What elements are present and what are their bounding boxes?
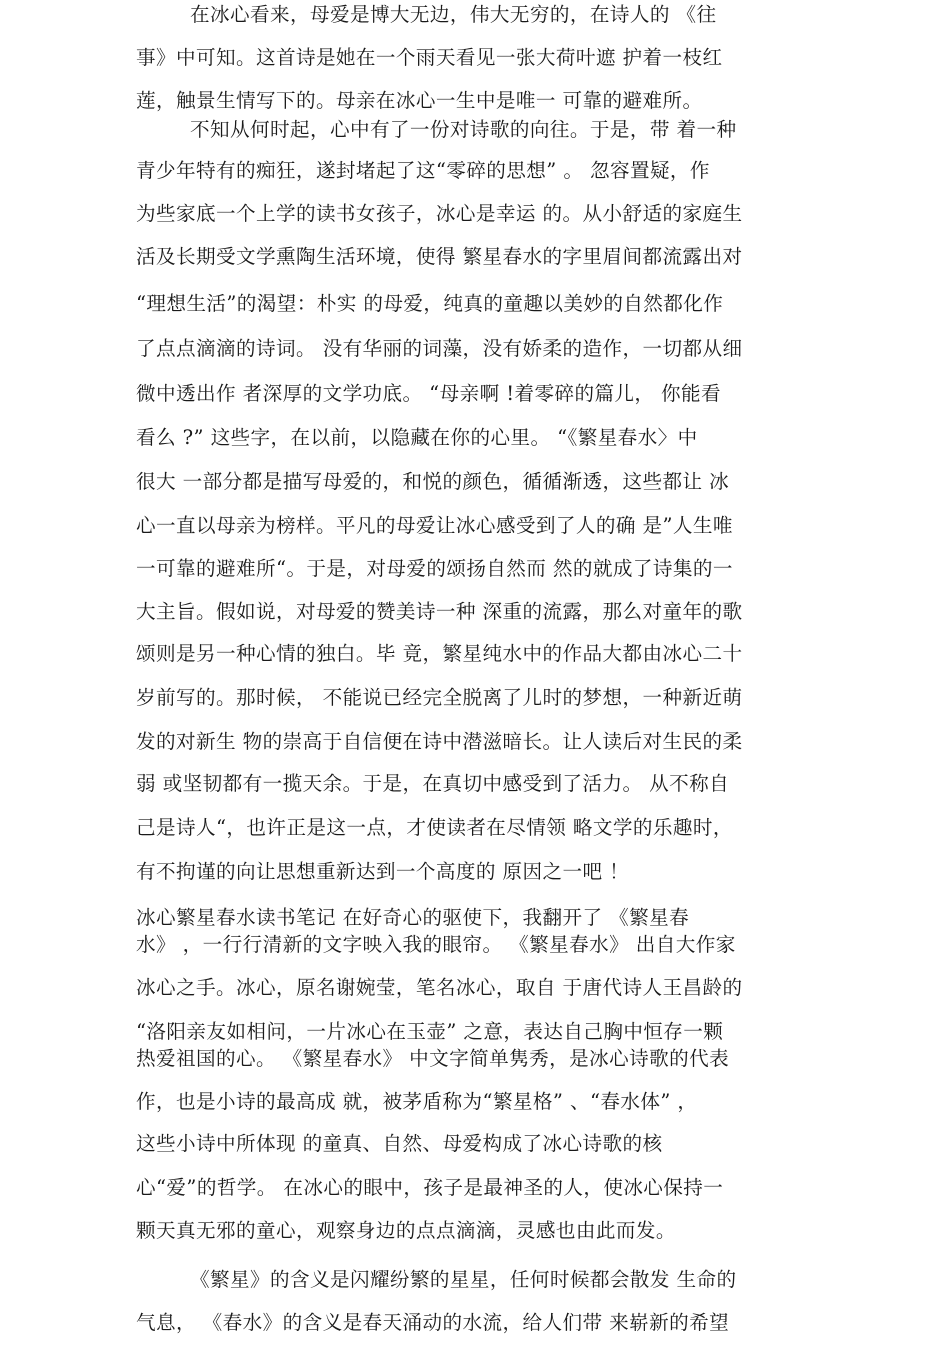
text-line: “洛阳亲友如相问，一片冰心在玉壶” 之意，表达自己胸中恒存一颗 [136, 1020, 724, 1043]
text-line: 心“爱”的哲学。 在冰心的眼中，孩子是最神圣的人，使冰心保持一 [136, 1176, 724, 1199]
text-line: 气息， 《春水》的含义是春天涌动的水流，给人们带 来崭新的希望 [136, 1311, 730, 1334]
text-line: 岁前写的。那时候， 不能说已经完全脱离了儿时的梦想，一种新近萌 [136, 686, 743, 709]
text-line: 心一直以母亲为榜样。平凡的母爱让冰心感受到了人的确 是”人生唯 [136, 514, 733, 537]
text-line: 事》中可知。这首诗是她在一个雨天看见一张大荷叶遮 护着一枝红 [136, 46, 723, 69]
text-line: 发的对新生 物的崇高于自信便在诗中潜滋暗长。让人读后对生民的柔 [136, 730, 743, 753]
text-line: 作，也是小诗的最高成 就，被茅盾称为“繁星格” 、“春水体” ， [136, 1090, 698, 1113]
text-line: 《繁星》的含义是闪耀纷繁的星星，任何时候都会散发 生命的 [190, 1268, 737, 1291]
text-line: 己是诗人“，也许正是这一点，才使读者在尽情领 略文学的乐趣时， [136, 816, 733, 839]
text-line: 颂则是另一种心情的独白。毕 竟，繁星纯水中的作品大都由冰心二十 [136, 642, 743, 665]
text-line: 在冰心看来，母爱是博大无边，伟大无穷的，在诗人的 《往 [190, 3, 717, 26]
text-line: 很大 一部分都是描写母爱的，和悦的颜色，循循渐透，这些都让 冰 [136, 470, 730, 493]
text-line: “理想生活”的渴望：朴实 的母爱，纯真的童趣以美妙的自然都化作 [136, 292, 724, 315]
text-line: 这些小诗中所体现 的童真、自然、母爱构成了冰心诗歌的核 [136, 1132, 663, 1155]
text-line: 不知从何时起，心中有了一份对诗歌的向往。于是，带 着一种 [190, 118, 737, 141]
text-line: 活及长期受文学熏陶生活环境，使得 繁星春水的字里眉间都流露出对 [136, 245, 743, 268]
text-line: 大主旨。假如说，对母爱的赞美诗一种 深重的流露，那么对童年的歌 [136, 600, 743, 623]
text-line: 看么 ?” 这些字，在以前，以隐藏在你的心里。 “《繁星春水〉中 [136, 426, 698, 449]
text-line: 冰心繁星春水读书笔记 在好奇心的驱使下，我翻开了 《繁星春 [136, 906, 690, 929]
text-line: 微中透出作 者深厚的文学功底。 “母亲啊 !着零碎的篇儿， 你能看 [136, 382, 722, 405]
text-line: 青少年特有的痴狂，遂封堵起了这“零碎的思想” 。 忽容置疑，作 [136, 159, 710, 182]
text-line: 水》 ，一行行清新的文字映入我的眼帘。 《繁星春水》 出自大作家 [136, 933, 736, 956]
text-line: 热爱祖国的心。 《繁星春水》 中文字简单隽秀，是冰心诗歌的代表 [136, 1047, 730, 1070]
text-line: 为些家底一个上学的读书女孩子，冰心是幸运 的。从小舒适的家庭生 [136, 202, 743, 225]
text-line: 一可靠的避难所“。于是，对母爱的颂扬自然而 然的就成了诗集的一 [136, 557, 733, 580]
text-line: 莲，触景生情写下的。母亲在冰心一生中是唯一 可靠的避难所。 [136, 89, 703, 112]
text-line: 弱 或坚韧都有一揽天余。于是，在真切中感受到了活力。 从不称自 [136, 772, 730, 795]
text-line: 颗天真无邪的童心，观察身边的点点滴滴，灵感也由此而发。 [136, 1219, 676, 1242]
text-line: 有不拘谨的向让思想重新达到一个高度的 原因之一吧 ！ [136, 860, 630, 883]
text-line: 了点点滴滴的诗词。 没有华丽的词藻，没有娇柔的造作，一切都从细 [136, 337, 743, 360]
text-line: 冰心之手。冰心，原名谢婉莹，笔名冰心，取自 于唐代诗人王昌龄的 [136, 976, 743, 999]
